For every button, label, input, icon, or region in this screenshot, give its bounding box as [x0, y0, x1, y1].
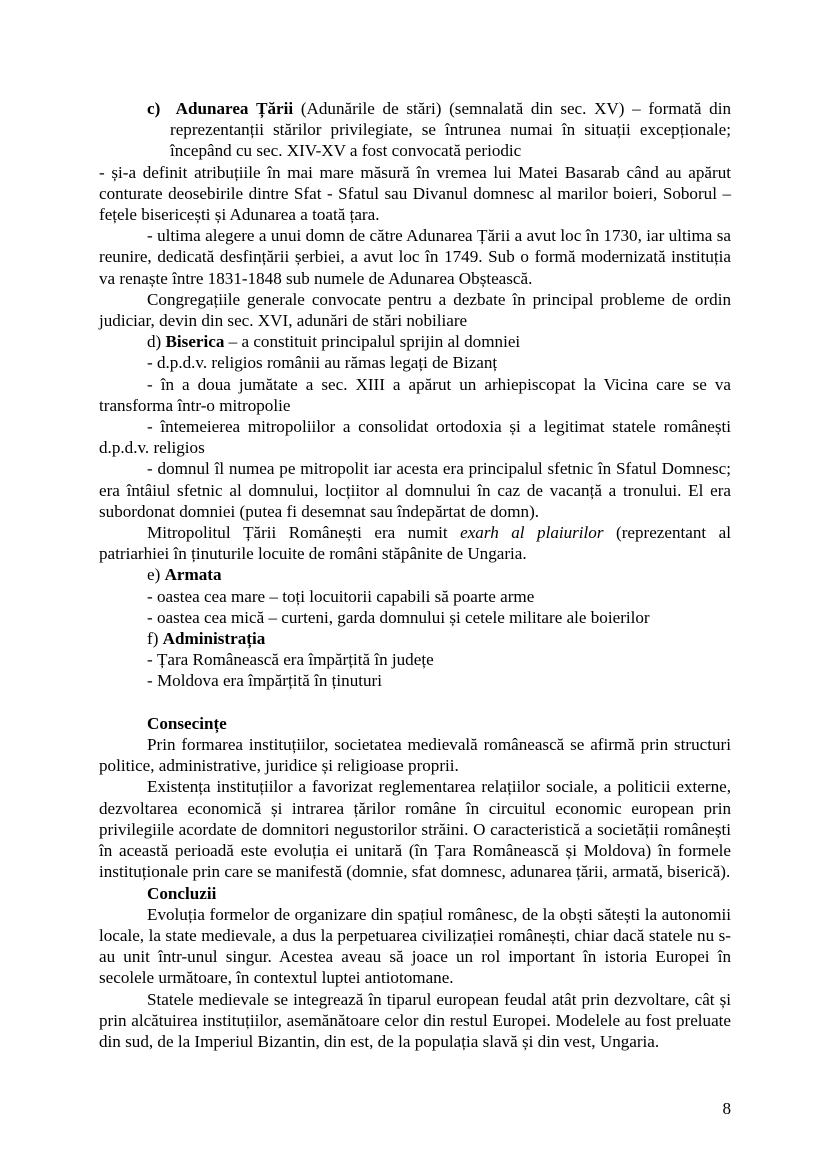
heading-biserica: Biserica — [165, 332, 225, 352]
paragraph-biserica-mitropolii: - întemeierea mitropoliilor a consolidat ortodoxia și a legitimat statele românești d.p.d.v. religios — [99, 417, 731, 458]
paragraph-administratia-tara: - Țara Românească era împărțită în județe — [147, 650, 434, 670]
paragraph-biserica — [99, 331, 731, 352]
list-marker-d: d) — [147, 332, 166, 352]
paragraph-armata-mica: - oastea cea mică – curteni, garda domnului și cetele militare ale boierilor — [147, 607, 650, 627]
paragraph-administratia-moldova: - Moldova era împărțită în ținuturi — [147, 671, 382, 691]
heading-consecinte: Consecințe — [147, 713, 227, 733]
page-content — [99, 98, 731, 1052]
paragraph-adunarea-tarii — [147, 98, 732, 162]
page-number: 8 — [722, 1099, 731, 1118]
paragraph-concluzii-1: Evoluția formelor de organizare din spațiul românesc, de la obști sătești la autonomii locale, la state medievale, a dus la perpetuarea civilizației românești, chiar dacă statele nu s-au unit într-unul singur. Acestea aveau să joace un rol important în istoria Europei în secolele următoare, în contextul luptei antiotomane. — [99, 904, 731, 988]
text-exarh-al-plaiurilor: exarh al plaiurilor — [460, 523, 604, 543]
text-biserica-body: – a constituit principalul sprijin al domniei — [224, 332, 521, 352]
paragraph-consecinte-1: Prin formarea instituțiilor, societatea medievală românească se afirmă prin structuri politice, administrative, juridice și religioase proprii. — [99, 735, 731, 776]
list-marker-f: f) — [147, 629, 163, 649]
heading-concluzii: Concluzii — [147, 883, 217, 903]
heading-armata: Armata — [164, 565, 222, 585]
paragraph-administratia — [99, 628, 731, 649]
list-marker-c: c) — [147, 99, 161, 118]
paragraph-atributii: - și-a definit atribuțiile în mai mare măsură în vremea lui Matei Basarab când au apărut conturate deosebirile dintre Sfat - Sfatul sau Divanul domnesc al marilor boieri, Soborul – fețele bisericești și Adunarea a toată țara. — [99, 162, 731, 225]
paragraph-congregatiile: Congregațiile generale convocate pentru a dezbate în principal probleme de ordin judiciar, devin din sec. XVI, adunări de stări nobiliare — [99, 289, 731, 331]
paragraph-concluzii-2: Statele medievale se integrează în tiparul european feudal atât prin dezvoltare, cât și prin alcătuirea instituțiilor, asemănătoare celor din restul Europei. Modelele au fost preluate din sud, de la Imperiul Bizantin, din est, de la populația slavă și din vest, Ungaria. — [99, 989, 731, 1051]
text-mitropolitul-after: (reprezentant al patriarhiei în ținuturile locuite de români stăpânite de Ungaria. — [99, 523, 731, 564]
paragraph-armata — [99, 564, 731, 585]
heading-adunarea-tarii: Adunarea Țării — [175, 99, 294, 118]
paragraph-consecinte-2: Existența instituțiilor a favorizat reglementarea relațiilor sociale, a politicii externe, dezvoltarea economică și intrarea țărilor române în circuitul economic european prin privilegiile acordate de domnitori negustorilor străini. O caracteristică a societății românești în această perioadă este evoluția ei unitară (în Țara Românească și Moldova) în formele instituționale prin care se manifestă (domnie, sfat domnesc, adunarea țării, armată, biserică). — [99, 777, 731, 882]
paragraph-armata-mare: - oastea cea mare – toți locuitorii capabili să poarte arme — [147, 586, 535, 606]
paragraph-ultima-alegere: - ultima alegere a unui domn de către Adunarea Țării a avut loc în 1730, iar ultima sa reunire, dedicată desfințării șerbiei, a avut loc în 1749. Sub o formă modernizată instituția va renaște între 1831-1848 sub numele de Adunarea Obștească. — [99, 226, 731, 288]
paragraph-biserica-vicina: - în a doua jumătate a sec. XIII a apărut un arhiepiscopat la Vicina care se va transforma într-o mitropolie — [99, 374, 731, 415]
paragraph-biserica-mitropolit: - domnul îl numea pe mitropolit iar acesta era principalul sfetnic în Sfatul Domnesc; era întâiul sfetnic al domnului, locțiitor al domnului în caz de vacanță a tronului. El era subordonat domniei (putea fi desemnat sau îndepărtat de domn). — [99, 459, 731, 521]
text-adunarea-tarii-body: (Adunările de stări) (semnalată din sec. XV) – formată din reprezentanții stărilor privilegiate, se întrunea numai în situații excepționale; începând cu sec. XIV-XV a fost convocată periodic — [170, 99, 732, 161]
heading-administratia: Administrația — [162, 629, 266, 649]
list-marker-e: e) — [147, 565, 165, 585]
paragraph-biserica-bizant: - d.p.d.v. religios românii au rămas legați de Bizanț — [147, 353, 498, 373]
paragraph-spacer — [99, 692, 731, 713]
text-mitropolitul-before: Mitropolitul Țării Românești era numit — [147, 523, 461, 543]
paragraph-mitropolitul-tarii — [99, 522, 731, 564]
